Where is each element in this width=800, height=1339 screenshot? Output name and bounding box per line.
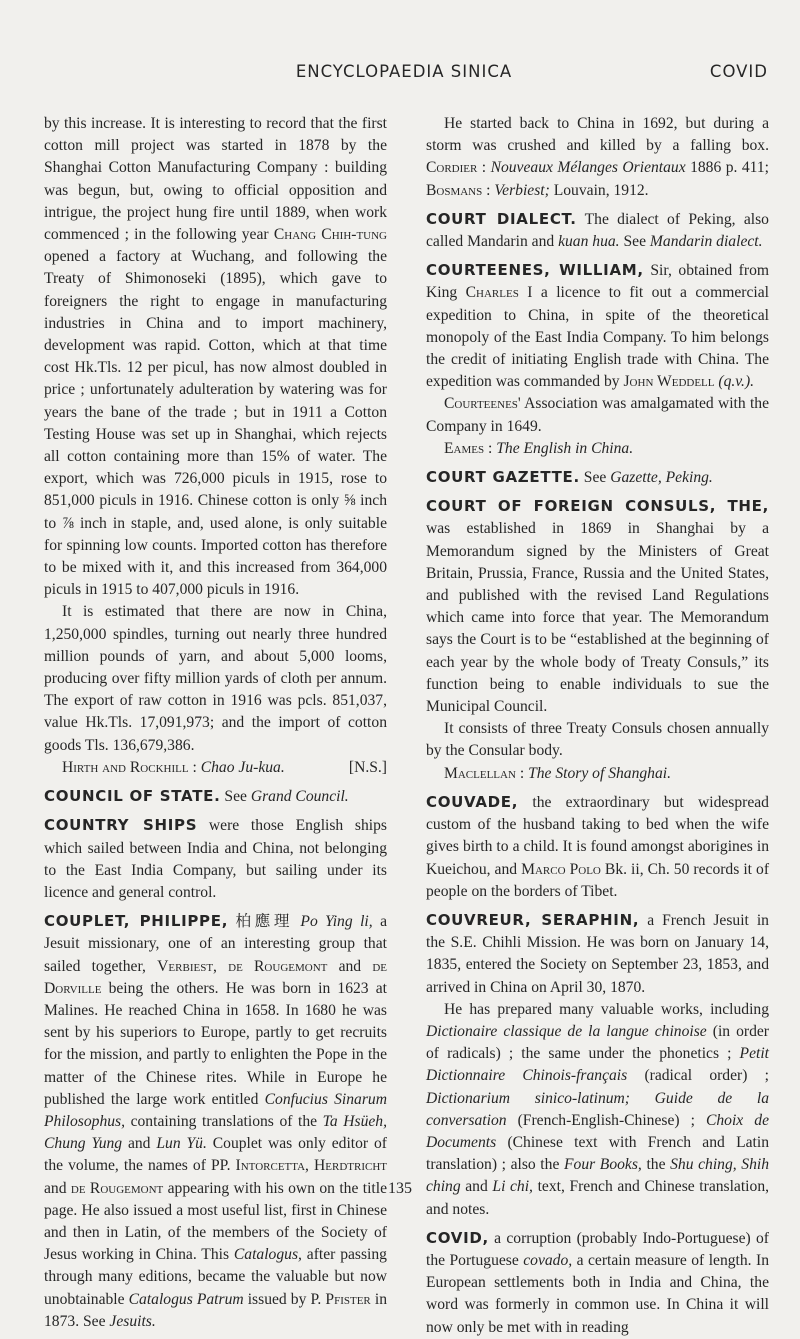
entry-court-gazette: COURT GAZETTE. See Gazette, Peking. [426, 468, 713, 487]
entry-couvade: COUVADE, the extraordinary but widespread custom of the husband taking to bed when the wife gives birth to a child. It is found amongst aborigines in Kueichou, and Marco Polo Bk. ii, Ch. 50 records it of people on the borders of Tibet. [426, 792, 770, 900]
headword: COURT DIALECT. [426, 209, 577, 228]
guide-word: COVID [709, 62, 768, 81]
headword: COUNCIL OF STATE. [44, 787, 221, 806]
headword: COURT GAZETTE. [426, 468, 580, 487]
running-title: ENCYCLOPAEDIA SINICA [295, 62, 513, 81]
courteenes-reference: Eames : The English in China. [444, 439, 634, 457]
headword: COUVREUR, SERAPHIN, [426, 910, 640, 929]
entry-country-ships: COUNTRY SHIPS were those English ships which sailed between India and China, not belonging to the East India Company, but sailing under its licence and general control. [44, 816, 387, 901]
couvreur-works: He has prepared many valuable works, including Dictionaire classique de la langue chinoise (in order of radicals) ; the same under the phonetics ; Petit Dictionnaire Chinois-français (radical order) ; Dictionarium sinico-latinum; Guide de la conversation (French-English-Chinese) ; Choix de Documents (Chinese text with French and Latin translation) ; also the Four Books, the Shu ching, Shih ching and Li chi, text, French and Chinese translation, and notes. [426, 1000, 770, 1218]
headword: COUNTRY SHIPS [44, 816, 198, 835]
cross-reference-link[interactable]: Mandarin dialect. [649, 233, 763, 251]
cross-reference-link[interactable]: Jesuits. [109, 1312, 156, 1330]
page-number: 135 [388, 1180, 412, 1197]
headword: COUVADE, [426, 792, 519, 811]
cross-reference-link[interactable]: Gazette, Peking. [610, 469, 713, 487]
chinese-name: 柏應理 [235, 912, 293, 931]
entry-council-of-state: COUNCIL OF STATE. See Grand Council. [44, 787, 349, 806]
entry-couvreur: COUVREUR, SERAPHIN, a French Jesuit in the S.E. Chihli Mission. He was born on January 14, 1835, entered the Society on September 23, 1853, and arrived in China on April 30, 1870. [426, 910, 769, 996]
entry-court-of-foreign-consuls: COURT OF FOREIGN CONSULS, THE, was established in 1869 in Shanghai by a Memorandum signed by the Ministers of Great Britain, Prussia, France, Russia and the United States, and published with the revised Land Regulations which came into force that year. The Memorandum says the Court is to be “established at the beginning of each year by the whole body of Treaty Consuls,” its function being to enable individuals to sue the Municipal Council. [426, 497, 769, 716]
foreign-consuls-reference: Maclellan : The Story of Shanghai. [444, 764, 672, 782]
entry-covid: COVID, a corruption (probably Indo-Portuguese) of the Portuguese covado, a certain measure of length. In European settlements both in India and China, the word was formerly in common use. In China it will now only be met with in reading [426, 1228, 770, 1336]
headword: COUPLET, PHILIPPE, [44, 912, 229, 931]
cotton-entry-continuation: by this increase. It is interesting to record that the first cotton mill project was started in 1878 by the Shanghai Cotton Manufacturing Company : building was begun, but, owing to official opposition and intrigue, the project hung fire until 1889, when work commenced ; in the following year Chang Chih-tung opened a factory at Wuchang, and following the Treaty of Shimonoseki (1895), which gave to foreigners the right to engage in manufacturing industries in China and to import machinery, development was rapid. Cotton, which at that time cost Hk.Tls. 12 per picul, has now almost doubled in price ; unfortunately adulteration by watering was for years the bane of the trade ; but in 1911 a Cotton Testing House was set up in Shanghai, which rejects all cotton containing more than 15% of water. The export, which was 726,000 piculs in 1915, rose to 851,000 piculs in 1916. Chinese cotton is only ⅝ inch to ⅞ inch in staple, and, used alone, is only suitable for spinning low counts. Imported cotton has therefore to be mixed with it, and this increased from 364,000 piculs in 1915 to 407,000 piculs in 1916. [44, 115, 388, 599]
entry-couplet: COUPLET, PHILIPPE, 柏應理 Po Ying li, a Jesuit missionary, one of an interesting group that sailed together, Verbiest, de Rougemont and de Dorville being the others. He was born in 1623 at Malines. He reached China in 1658. In 1680 he was sent by his superiors to Europe, partly to get recruits for the mission, and partly to enlighten the Pope in the matter of the Chinese rites. While in Europe he published the large work entitled Confucius Sinarum Philosophus, containing translations of the Ta Hsüeh, Chung Yung and Lun Yü. Couplet was only editor of the volume, the names of PP. Intorcetta, Herdtricht and de Rougemont appearing with his own on the title page. He also issued a most useful list, first in Chinese and then in Latin, of the members of the Society of Jesus working in China. This Catalogus, after passing through many editions, became the valuable but now unobtainable Catalogus Patrum issued by P. Pfister in 1873. See Jesuits. [44, 912, 388, 1330]
cotton-paragraph-2: It is estimated that there are now in China, 1,250,000 spindles, turning out nearly three hundred million pounds of yarn, and about 5,000 looms, producing over fifty million yards of cloth per annum. The export of raw cotton in 1916 was pcls. 851,037, value Hk.Tls. 17,091,973; and the import of cotton goods Tls. 136,679,386. [44, 603, 387, 754]
headword: COVID, [426, 1228, 489, 1247]
couplet-continuation: He started back to China in 1692, but during a storm was crushed and killed by a falling box. Cordier : Nouveaux Mélanges Orientaux 1886 p. 411; Bosmans : Verbiest; Louvain, 1912. [426, 115, 769, 199]
headword: COURTEENES, WILLIAM, [426, 261, 644, 280]
running-header [40, 62, 768, 86]
headword: COURT OF FOREIGN CONSULS, THE, [426, 497, 769, 516]
right-column [426, 113, 769, 1339]
entry-courteenes: COURTEENES, WILLIAM, Sir, obtained from King Charles I a licence to fit out a commercial expedition to China, in spite of the theoretical monopoly of the East India Company. To him belongs the credit of initiating English trade with China. The expedition was commanded by John Weddell (q.v.). [426, 261, 769, 391]
cotton-reference: Hirth and Rockhill : Chao Ju-kua. [N.S.] [62, 758, 387, 776]
left-column [44, 113, 387, 1333]
courteenes-paragraph-2: Courteenes' Association was amalgamated with the Company in 1649. [426, 395, 769, 435]
entry-court-dialect: COURT DIALECT. The dialect of Peking, also called Mandarin and kuan hua. See Mandarin dialect. [426, 209, 769, 251]
foreign-consuls-paragraph-2: It consists of three Treaty Consuls chosen annually by the Consular body. [426, 720, 769, 760]
